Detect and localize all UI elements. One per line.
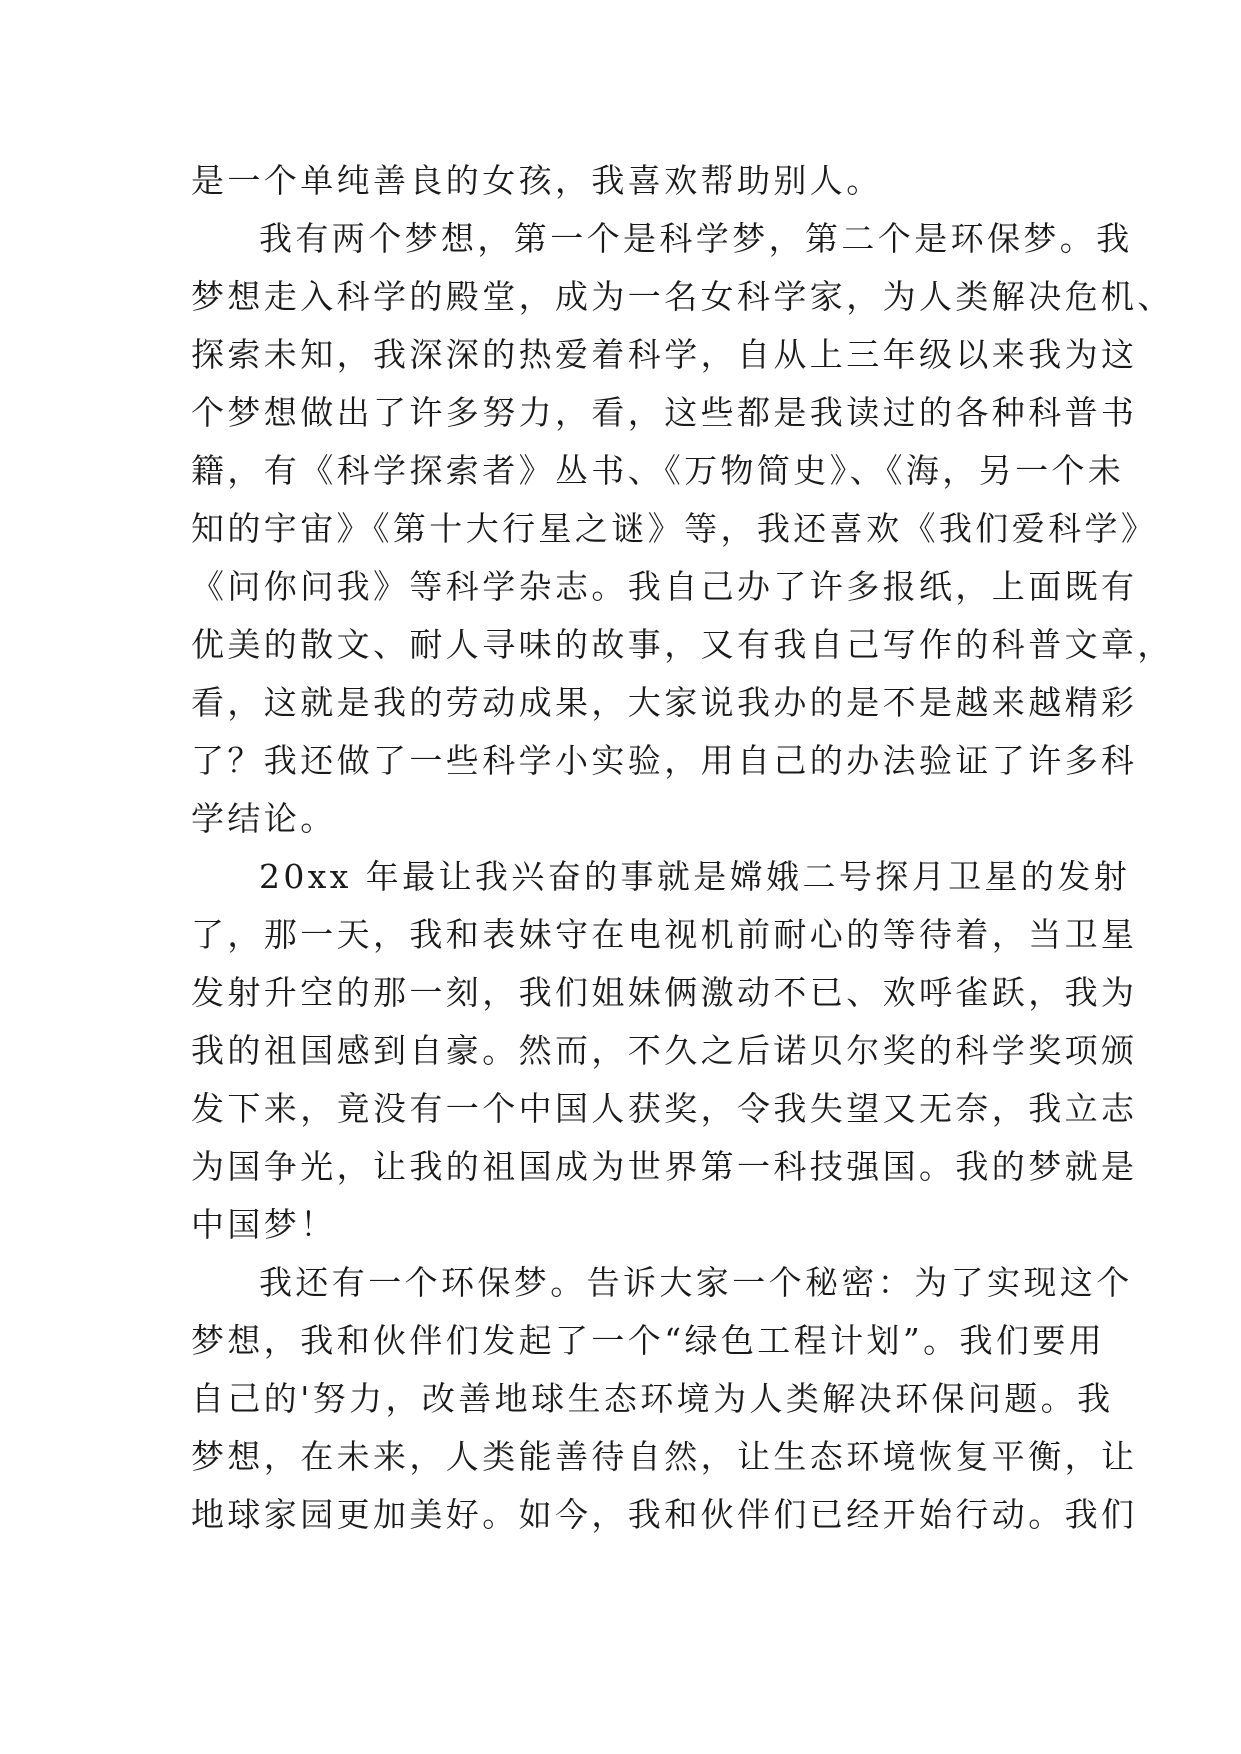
text-line: 学结论。 <box>191 799 337 838</box>
text-line: 我还有一个环保梦。告诉大家一个秘密：为了实现这个 <box>259 1263 1133 1302</box>
text-line: 是一个单纯善良的女孩，我喜欢帮助别人。 <box>191 161 883 200</box>
text-line: 我的祖国感到自豪。然而，不久之后诺贝尔奖的科学奖项颁 <box>191 1031 1138 1070</box>
text-line: 了？我还做了一些科学小实验，用自己的办法验证了许多科 <box>191 741 1138 780</box>
text-line: 优美的散文、耐人寻味的故事，又有我自己写作的科普文章， <box>191 625 1174 664</box>
text-line: 探索未知，我深深的热爱着科学，自从上三年级以来我为这 <box>191 335 1138 374</box>
document-body <box>191 152 1174 1544</box>
text-line: 梦想，我和伙伴们发起了一个“绿色工程计划”。我们要用 <box>191 1321 1106 1360</box>
text-line: 20xx 年最让我兴奋的事就是嫦娥二号探月卫星的发射 <box>259 857 1131 896</box>
text-line: 梦想走入科学的殿堂，成为一名女科学家，为人类解决危机、 <box>191 277 1174 316</box>
text-line: 我有两个梦想，第一个是科学梦，第二个是环保梦。我 <box>259 219 1133 258</box>
text-line: 发射升空的那一刻，我们姐妹俩激动不已、欢呼雀跃，我为 <box>191 973 1138 1012</box>
text-line: 《问你问我》等科学杂志。我自己办了许多报纸，上面既有 <box>191 567 1138 606</box>
text-line: 地球家园更加美好。如今，我和伙伴们已经开始行动。我们 <box>191 1495 1138 1534</box>
text-line: 为国争光，让我的祖国成为世界第一科技强国。我的梦就是 <box>191 1147 1138 1186</box>
text-line: 了，那一天，我和表妹守在电视机前耐心的等待着，当卫星 <box>191 915 1138 954</box>
text-line: 自己的'努力，改善地球生态环境为人类解决环保问题。我 <box>191 1379 1114 1418</box>
text-line: 籍，有《科学探索者》丛书、《万物简史》、《海，另一个未 <box>191 451 1125 490</box>
text-line: 发下来，竟没有一个中国人获奖，令我失望又无奈，我立志 <box>191 1089 1138 1128</box>
text-line: 中国梦！ <box>191 1205 337 1244</box>
text-line: 看，这就是我的劳动成果，大家说我办的是不是越来越精彩 <box>191 683 1138 722</box>
text-line: 个梦想做出了许多努力，看，这些都是我读过的各种科普书 <box>191 393 1138 432</box>
text-line: 梦想，在未来，人类能善待自然，让生态环境恢复平衡，让 <box>191 1437 1138 1476</box>
text-line: 知的宇宙》《第十大行星之谜》等，我还喜欢《我们爱科学》 <box>191 509 1158 548</box>
